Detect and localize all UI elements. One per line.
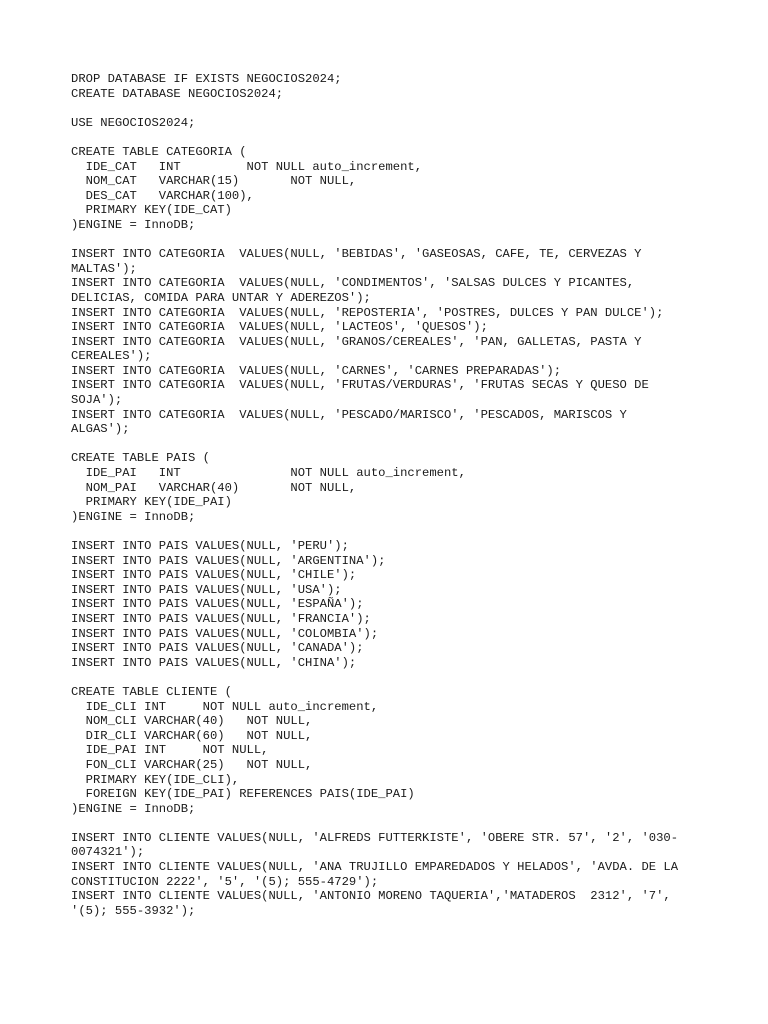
code-line: INSERT INTO CATEGORIA VALUES(NULL, 'CONDIMENTOS', 'SALSAS DULCES Y PICANTES, bbox=[71, 276, 635, 291]
code-line: CEREALES'); bbox=[71, 349, 152, 364]
code-line bbox=[71, 816, 711, 831]
code-line bbox=[71, 524, 711, 539]
code-line: SOJA'); bbox=[71, 393, 123, 408]
code-line: ALGAS'); bbox=[71, 422, 130, 437]
code-line: FOREIGN KEY(IDE_PAI) REFERENCES PAIS(IDE_PAI) bbox=[71, 787, 415, 802]
code-line: INSERT INTO CATEGORIA VALUES(NULL, 'PESCADO/MARISCO', 'PESCADOS, MARISCOS Y bbox=[71, 407, 627, 422]
code-line: INSERT INTO PAIS VALUES(NULL, 'COLOMBIA'); bbox=[71, 626, 379, 641]
code-line: INSERT INTO CATEGORIA VALUES(NULL, 'FRUTAS/VERDURAS', 'FRUTAS SECAS Y QUESO DE bbox=[71, 378, 649, 393]
code-line: '(5); 555-3932'); bbox=[71, 903, 196, 918]
code-line: )ENGINE = InnoDB; bbox=[71, 801, 196, 816]
code-line: INSERT INTO PAIS VALUES(NULL, 'ESPAÑA'); bbox=[71, 597, 364, 612]
code-line: INSERT INTO PAIS VALUES(NULL, 'CHILE'); bbox=[71, 568, 357, 583]
code-line: INSERT INTO CLIENTE VALUES(NULL, 'ANTONIO MORENO TAQUERIA','MATADEROS 2312', '7', bbox=[71, 889, 671, 904]
code-line: INSERT INTO CLIENTE VALUES(NULL, 'ALFREDS FUTTERKISTE', 'OBERE STR. 57', '2', '030- bbox=[71, 830, 679, 845]
code-line: INSERT INTO CLIENTE VALUES(NULL, 'ANA TRUJILLO EMPAREDADOS Y HELADOS', 'AVDA. DE LA bbox=[71, 860, 679, 875]
code-line: INSERT INTO PAIS VALUES(NULL, 'PERU'); bbox=[71, 539, 349, 553]
sql-code-block bbox=[71, 72, 711, 918]
code-line: INSERT INTO PAIS VALUES(NULL, 'USA'); bbox=[71, 582, 342, 597]
code-line: INSERT INTO PAIS VALUES(NULL, 'FRANCIA'); bbox=[71, 611, 371, 626]
code-line bbox=[71, 130, 711, 145]
code-line: INSERT INTO CATEGORIA VALUES(NULL, 'BEBIDAS', 'GASEOSAS, CAFE, TE, CERVEZAS Y bbox=[71, 247, 642, 262]
code-line: CREATE TABLE CATEGORIA ( bbox=[71, 144, 247, 159]
code-line: DROP DATABASE IF EXISTS NEGOCIOS2024; bbox=[71, 72, 342, 86]
code-line: IDE_CLI INT NOT NULL auto_increment, bbox=[71, 699, 379, 714]
code-line: NOM_CLI VARCHAR(40) NOT NULL, bbox=[71, 714, 313, 729]
code-line: INSERT INTO CATEGORIA VALUES(NULL, 'GRANOS/CEREALES', 'PAN, GALLETAS, PASTA Y bbox=[71, 334, 642, 349]
code-line: FON_CLI VARCHAR(25) NOT NULL, bbox=[71, 757, 313, 772]
code-line bbox=[71, 101, 711, 116]
code-line: CONSTITUCION 2222', '5', '(5); 555-4729'); bbox=[71, 874, 379, 889]
code-line: PRIMARY KEY(IDE_PAI) bbox=[71, 495, 232, 510]
code-line: DELICIAS, COMIDA PARA UNTAR Y ADEREZOS'); bbox=[71, 290, 371, 305]
code-line: USE NEGOCIOS2024; bbox=[71, 115, 196, 130]
code-line: IDE_PAI INT NOT NULL auto_increment, bbox=[71, 466, 466, 481]
code-line: IDE_CAT INT NOT NULL auto_increment, bbox=[71, 159, 423, 174]
code-line: IDE_PAI INT NOT NULL, bbox=[71, 743, 269, 758]
code-line bbox=[71, 670, 711, 685]
code-line: 0074321'); bbox=[71, 845, 145, 860]
code-line: NOM_CAT VARCHAR(15) NOT NULL, bbox=[71, 174, 357, 189]
code-line: PRIMARY KEY(IDE_CLI), bbox=[71, 772, 240, 787]
code-line: PRIMARY KEY(IDE_CAT) bbox=[71, 203, 232, 218]
code-line bbox=[71, 437, 711, 452]
code-line: INSERT INTO PAIS VALUES(NULL, 'CANADA'); bbox=[71, 641, 364, 656]
code-line: )ENGINE = InnoDB; bbox=[71, 217, 196, 232]
code-line: DES_CAT VARCHAR(100), bbox=[71, 188, 254, 203]
code-line: INSERT INTO PAIS VALUES(NULL, 'ARGENTINA'); bbox=[71, 553, 386, 568]
code-line: CREATE TABLE CLIENTE ( bbox=[71, 684, 232, 699]
code-line: INSERT INTO PAIS VALUES(NULL, 'CHINA'); bbox=[71, 655, 357, 670]
code-line: CREATE DATABASE NEGOCIOS2024; bbox=[71, 86, 284, 101]
code-line: DIR_CLI VARCHAR(60) NOT NULL, bbox=[71, 728, 313, 743]
code-line: INSERT INTO CATEGORIA VALUES(NULL, 'REPOSTERIA', 'POSTRES, DULCES Y PAN DULCE'); bbox=[71, 305, 664, 320]
code-line: INSERT INTO CATEGORIA VALUES(NULL, 'CARNES', 'CARNES PREPARADAS'); bbox=[71, 363, 562, 378]
code-line: CREATE TABLE PAIS ( bbox=[71, 451, 210, 466]
code-line: MALTAS'); bbox=[71, 261, 137, 276]
code-line: NOM_PAI VARCHAR(40) NOT NULL, bbox=[71, 480, 357, 495]
code-line: INSERT INTO CATEGORIA VALUES(NULL, 'LACTEOS', 'QUESOS'); bbox=[71, 320, 488, 335]
code-line: )ENGINE = InnoDB; bbox=[71, 509, 196, 524]
code-line bbox=[71, 233, 711, 248]
